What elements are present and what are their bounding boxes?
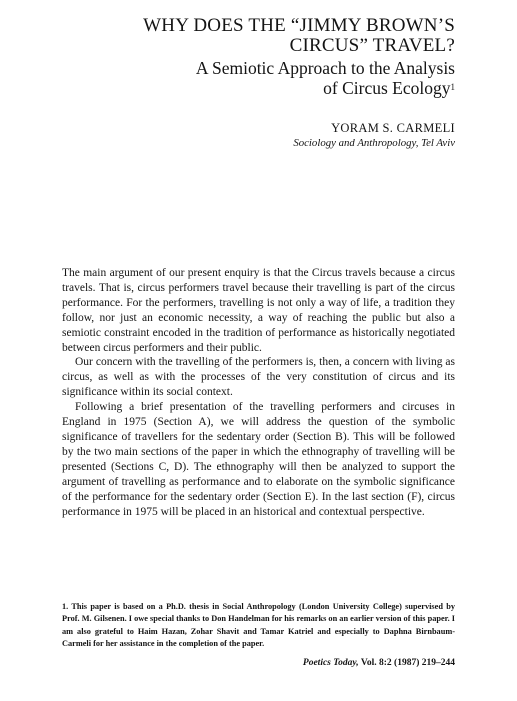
body-text (62, 266, 455, 519)
title-line-2: CIRCUS” TRAVEL? (289, 35, 455, 56)
body-paragraph-1: The main argument of our present enquiry is that the Circus travels because a circus travels. That is, circus performers travel because their travelling is part of the circus performance. For the performers, travelling is not only a way of life, a tradition they follow, nor just an economic necessity, a way of reaching the public but also a semiotic constraint encoded in the tradition of performance as historically negotiated between circus performers and their public. (62, 267, 455, 354)
author-affiliation: Sociology and Anthropology, Tel Aviv (293, 137, 455, 149)
article-title (143, 16, 455, 98)
footnote-reference[interactable]: 1 (450, 82, 455, 92)
body-paragraph-3: Following a brief presentation of the travelling performers and circuses in England in 1975 (Section A), we will address the question of the symbolic significance of travellers for the sedentary order (Section B). This will be followed by the two main sections of the paper in which the ethnography of travelling will be presented (Sections C, D). The ethnography will then be analyzed to support the argument of travelling as performance and to elaborate on the symbolic significance of the performance for the sedentary order (Section E). In the last section (F), circus performance in 1975 will be placed in an historical and contextual perspective. (62, 401, 455, 518)
journal-name: Poetics Today, (302, 658, 359, 668)
subtitle-line-1: A Semiotic Approach to the Analysis (195, 58, 455, 78)
author-block (293, 120, 455, 150)
author-name: YORAM S. CARMELI (331, 121, 455, 135)
journal-citation (303, 657, 455, 669)
body-paragraph-2: Our concern with the travelling of the performers is, then, a concern with living as circus, as well as with the processes of the very constitution of circus and its significance within its social context. (62, 356, 455, 399)
subtitle-line-2-text: of Circus Ecology (323, 78, 451, 98)
citation-details: Vol. 8:2 (1987) 219–244 (358, 658, 455, 668)
article-subtitle (143, 58, 455, 98)
subtitle-line-2 (143, 78, 455, 98)
title-line-1: WHY DOES THE “JIMMY BROWN’S (143, 15, 455, 36)
footnote: 1. This paper is based on a Ph.D. thesis in Social Anthropology (London University College) supervised by Prof. M. Gilsenen. I owe special thanks to Don Handelman for his remarks on an earlier version of this paper. I am also grateful to Haim Hazan, Zohar Shavit and Tamar Katriel and especially to Daphna Birnbaum-Carmeli for her assistance in the completion of the paper. (62, 602, 455, 648)
